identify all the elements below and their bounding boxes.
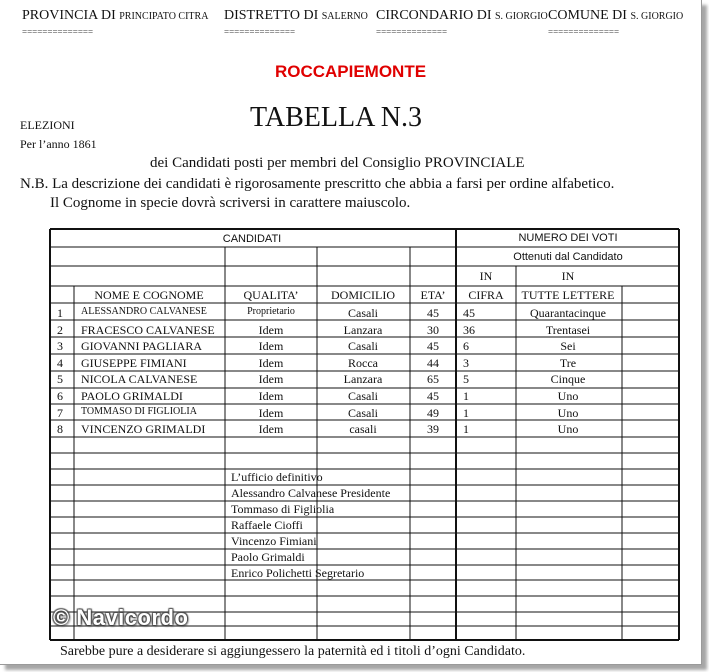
candidate-cifra: 1 — [463, 422, 469, 436]
row-number: 3 — [57, 339, 63, 353]
candidate-eta: 30 — [427, 323, 439, 337]
footer-note: Sarebbe pure a desiderare si aggiungessero la paternità ed i titoli d’ogni Candidato. — [60, 644, 526, 659]
candidate-qualita: Idem — [258, 356, 284, 370]
watermark: © Navicordo — [53, 605, 189, 630]
candidate-eta: 45 — [427, 306, 439, 320]
row-number: 8 — [57, 422, 63, 436]
candidate-eta: 44 — [427, 356, 439, 370]
candidate-cifra: 3 — [463, 356, 469, 370]
nb-note-line-1: N.B. La descrizione dei candidati è rigorosamente prescritto che abbia a farsi per ordine alfabetico. — [20, 176, 615, 192]
ufficio-line: Paolo Grimaldi — [231, 550, 305, 564]
candidate-domicilio: Casali — [348, 339, 378, 353]
col-header-qualita: QUALITA’ — [243, 288, 299, 302]
candidate-lettere: Uno — [557, 406, 579, 420]
anno-label: Per l’anno 1861 — [20, 137, 97, 151]
ufficio-line: Vincenzo Fimiani — [231, 534, 317, 548]
candidate-name: GIOVANNI PAGLIARA — [81, 339, 203, 353]
candidate-name: TOMMASO DI FIGLIOLIA — [81, 406, 197, 417]
comune-value: S. GIORGIO — [630, 11, 684, 22]
row-number: 7 — [57, 406, 63, 420]
candidate-name: NICOLA CALVANESE — [81, 372, 198, 386]
comune-rule: ============== — [548, 27, 620, 37]
candidate-lettere: Cinque — [550, 372, 586, 386]
candidate-domicilio: Casali — [348, 406, 378, 420]
candidate-eta: 65 — [427, 372, 439, 386]
candidate-lettere: Tre — [559, 356, 577, 370]
ufficio-line: Enrico Polichetti Segretario — [231, 566, 365, 580]
col-header-lettere: TUTTE LETTERE — [521, 288, 615, 302]
ufficio-line: L’ufficio definitivo — [231, 470, 323, 484]
page-title: TABELLA N.3 — [250, 102, 422, 133]
candidate-eta: 45 — [427, 339, 439, 353]
candidate-name: GIUSEPPE FIMIANI — [81, 356, 187, 370]
candidate-domicilio: casali — [349, 422, 377, 436]
candidate-qualita: Idem — [258, 422, 284, 436]
candidate-domicilio: Casali — [348, 306, 378, 320]
subtitle: dei Candidati posti per membri del Consiglio PROVINCIALE — [150, 155, 525, 171]
provincia-label: PROVINCIA DI — [22, 8, 116, 23]
candidate-lettere: Trentasei — [545, 323, 591, 337]
circondario-rule: ============== — [376, 27, 448, 37]
candidate-name: FRACESCO CALVANESE — [81, 323, 215, 337]
comune-label: COMUNE DI — [548, 8, 627, 23]
candidate-cifra: 36 — [463, 323, 475, 337]
candidate-name: PAOLO GRIMALDI — [81, 389, 183, 403]
candidate-lettere: Sei — [560, 339, 576, 353]
city-title: ROCCAPIEMONTE — [274, 62, 427, 81]
candidate-lettere: Uno — [557, 389, 579, 403]
candidate-qualita: Idem — [258, 372, 284, 386]
col-header-eta: ETA’ — [420, 288, 446, 302]
candidate-cifra: 5 — [463, 372, 469, 386]
candidate-eta: 49 — [427, 406, 439, 420]
candidate-eta: 45 — [427, 389, 439, 403]
candidate-lettere: Quarantacinque — [530, 306, 606, 320]
ottenuti-header: Ottenuti dal Candidato — [513, 251, 623, 263]
candidate-domicilio: Rocca — [348, 356, 378, 370]
col-header-cifra: CIFRA — [468, 288, 504, 302]
circondario-label: CIRCONDARIO DI — [376, 8, 492, 23]
candidate-qualita: Idem — [258, 339, 284, 353]
candidate-qualita: Idem — [258, 323, 284, 337]
row-number: 4 — [57, 356, 63, 370]
col-header-nome: NOME E COGNOME — [94, 288, 204, 302]
candidate-cifra: 1 — [463, 406, 469, 420]
candidate-cifra: 45 — [463, 306, 475, 320]
candidate-lettere: Uno — [557, 422, 579, 436]
row-number: 2 — [57, 323, 63, 337]
voti-header: NUMERO DEI VOTI — [518, 232, 618, 244]
in-label: IN — [561, 269, 575, 283]
elezioni-label: ELEZIONI — [20, 118, 75, 132]
candidate-cifra: 6 — [463, 339, 469, 353]
candidate-name: VINCENZO GRIMALDI — [81, 422, 206, 436]
candidate-domicilio: Lanzara — [343, 372, 383, 386]
circondario-value: S. GIORGIO — [495, 11, 548, 22]
row-number: 5 — [57, 372, 63, 386]
row-number: 6 — [57, 389, 63, 403]
distretto-value: SALERNO — [321, 11, 368, 22]
ufficio-line: Alessandro Calvanese Presidente — [231, 486, 391, 500]
nb-note-line-2: Il Cognome in specie dovrà scriversi in carattere maiuscolo. — [50, 195, 411, 211]
distretto-label: DISTRETTO DI — [224, 8, 319, 23]
provincia-rule: ============== — [22, 27, 94, 37]
row-number: 1 — [57, 306, 63, 320]
col-header-domicilio: DOMICILIO — [331, 288, 395, 302]
candidate-name: ALESSANDRO CALVANESE — [81, 306, 207, 317]
candidate-qualita: Proprietario — [247, 306, 295, 317]
ufficio-line: Tommaso di Figliolia — [231, 502, 335, 516]
candidate-domicilio: Casali — [348, 389, 378, 403]
candidate-qualita: Idem — [258, 406, 284, 420]
candidate-eta: 39 — [427, 422, 439, 436]
candidate-qualita: Idem — [258, 389, 284, 403]
candidate-cifra: 1 — [463, 389, 469, 403]
candidate-domicilio: Lanzara — [343, 323, 383, 337]
distretto-rule: ============== — [224, 27, 296, 37]
provincia-value: PRINCIPATO CITRA — [119, 11, 209, 22]
ufficio-line: Raffaele Cioffi — [231, 518, 303, 532]
in-label: IN — [479, 269, 493, 283]
candidati-header: CANDIDATI — [222, 233, 282, 245]
